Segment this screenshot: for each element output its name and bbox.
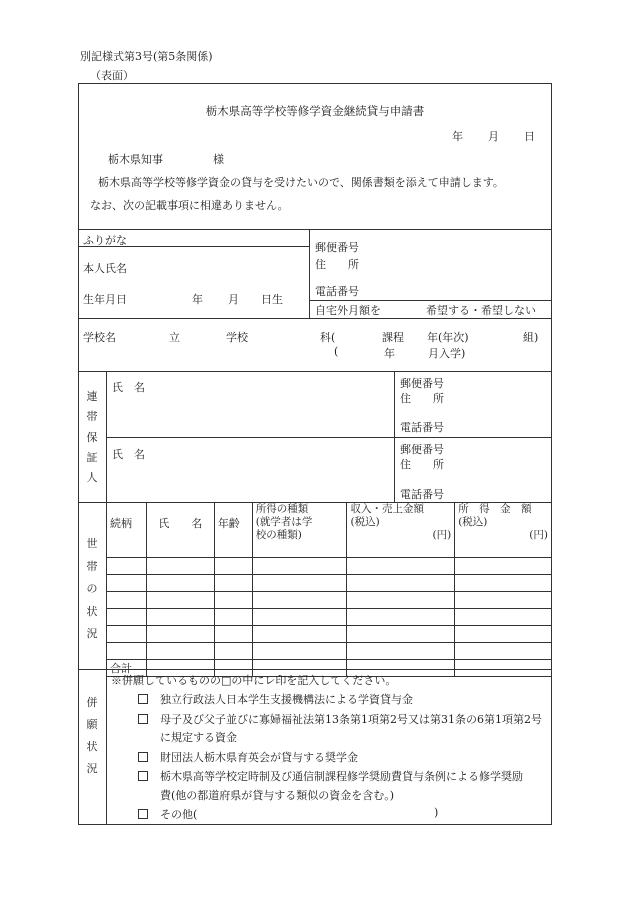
date-year-field[interactable]: 年 <box>452 130 463 143</box>
guarantor-label-char: 証 <box>86 450 98 464</box>
table-row[interactable] <box>107 558 552 575</box>
entry-year: 年 <box>384 347 395 360</box>
other-close: ) <box>434 806 439 819</box>
school-name-label: 学校名 <box>83 331 116 344</box>
header-revenue <box>347 503 455 558</box>
side-label: （表面） <box>90 69 134 82</box>
header-income-type-line: 校の種類) <box>255 529 302 541</box>
guarantor2-name-label: 氏 名 <box>112 448 145 461</box>
class-label: 組) <box>523 331 539 344</box>
household-label <box>80 535 104 641</box>
household-label-char: 帯 <box>86 559 98 573</box>
grade-label: 年(年次) <box>427 331 469 344</box>
form-number: 別記様式第3号(第5条関係) <box>80 50 213 63</box>
concurrent-item-label: その他( <box>160 808 198 821</box>
guarantor2-phone-label: 電話番号 <box>400 488 444 501</box>
checkbox[interactable] <box>138 771 148 781</box>
guarantor2-postal-label: 郵便番号 <box>400 443 444 456</box>
household-header-row <box>107 503 552 558</box>
header-income-line: 所 得 金 額 <box>458 503 532 515</box>
guarantor-label <box>80 388 104 485</box>
concurrent-item-label: 独立行政法人日本学生支援機構法による学資貸与金 <box>160 693 413 706</box>
statement-line1: 栃木県高等学校等修学資金の貸与を受けたいので、関係書類を添えて申請します。 <box>98 176 504 189</box>
guarantor-label-char: 保 <box>86 430 98 444</box>
concurrent-item-label: 母子及び父子並びに寡婦福祉法第13条第1項第2号又は第31条の6第1項第2号 <box>160 713 542 726</box>
commute-choice[interactable]: 希望する・希望しない <box>426 304 536 317</box>
household-label-char: 況 <box>86 627 98 640</box>
birth-year: 年 <box>192 293 203 306</box>
header-income-line: (税込) <box>458 516 488 528</box>
concurrent-item-cont: に規定する資金 <box>160 731 237 744</box>
furigana-label: ふりがな <box>83 234 127 247</box>
concurrent-item[interactable] <box>138 806 197 822</box>
guarantor1-postal-label: 郵便番号 <box>400 377 444 390</box>
guarantor1-phone-label: 電話番号 <box>400 421 444 434</box>
guarantor2-address-label: 住 所 <box>400 458 444 471</box>
header-revenue-line: (税込) <box>350 516 380 528</box>
table-row[interactable] <box>107 609 552 626</box>
applicant-phone-label: 電話番号 <box>315 285 359 298</box>
date-day-field[interactable]: 日 <box>524 130 535 143</box>
date-month-field[interactable]: 月 <box>488 130 499 143</box>
concurrent-label <box>80 694 104 776</box>
header-income-type-line: 所得の種類 <box>255 503 309 515</box>
birthdate-label: 生年月日 <box>83 293 127 306</box>
school-label: 学校 <box>226 331 248 344</box>
header-income-unit: (円) <box>529 529 548 541</box>
guarantor-label-char: 人 <box>86 471 98 484</box>
household-label-char: 状 <box>86 604 98 618</box>
birth-month: 月 <box>228 293 239 306</box>
concurrent-label-char: 併 <box>86 696 98 709</box>
checkbox[interactable] <box>138 714 148 724</box>
concurrent-label-char: 況 <box>86 762 98 775</box>
concurrent-instruction: ※併願しているものの□の中にレ印を記入してください。 <box>111 674 397 687</box>
header-income <box>455 503 552 558</box>
checkbox[interactable] <box>138 694 148 704</box>
checkbox[interactable] <box>138 809 148 819</box>
table-row[interactable] <box>107 643 552 660</box>
school-established: 立 <box>169 331 180 344</box>
concurrent-label-char: 願 <box>86 718 98 731</box>
table-row[interactable] <box>107 575 552 592</box>
guarantor1-name-label: 氏 名 <box>112 381 145 394</box>
table-row[interactable] <box>107 626 552 643</box>
entry-month: 月入学) <box>428 347 466 360</box>
guarantor1-address-label: 住 所 <box>400 392 444 405</box>
concurrent-item-label: 財団法人栃木県育英会が貸与する奨学金 <box>160 751 358 764</box>
applicant-address-label: 住 所 <box>315 258 359 271</box>
header-relation: 続柄 <box>107 503 147 558</box>
checkbox[interactable] <box>138 752 148 762</box>
header-age: 年齢 <box>214 503 252 558</box>
header-name: 氏 名 <box>146 503 214 558</box>
household-table <box>106 502 552 677</box>
header-income-type-line: (就学者は学 <box>255 516 313 528</box>
form-title: 栃木県高等学校等修学資金継続貸与申請書 <box>205 104 425 118</box>
applicant-name-label: 本人氏名 <box>83 262 127 275</box>
course-label: 課程 <box>382 331 404 344</box>
concurrent-item[interactable] <box>138 749 358 765</box>
concurrent-item[interactable] <box>138 711 542 727</box>
applicant-postal-label: 郵便番号 <box>315 241 359 254</box>
concurrent-item[interactable] <box>138 691 413 707</box>
household-label-char: の <box>86 582 98 595</box>
guarantor-label-char: 連 <box>86 390 98 403</box>
concurrent-item[interactable] <box>138 768 523 784</box>
concurrent-item-cont: 費(他の都道府県が貸与する類似の資金を含む。) <box>160 789 395 802</box>
addressee: 栃木県知事 <box>108 153 163 166</box>
header-revenue-line: 収入・売上金額 <box>350 503 424 515</box>
household-label-char: 世 <box>86 537 98 550</box>
header-revenue-unit: (円) <box>432 529 452 541</box>
commute-monthly-label: 自宅外月額を <box>315 304 381 317</box>
concurrent-label-char: 状 <box>86 740 98 753</box>
honorific: 様 <box>213 153 224 166</box>
statement-line2: なお、次の記載事項に相違ありません。 <box>90 199 289 212</box>
entry-open: ( <box>334 345 339 358</box>
department-label: 科( <box>320 331 336 344</box>
birth-day: 日生 <box>261 293 283 306</box>
table-row[interactable] <box>107 592 552 609</box>
concurrent-item-label: 栃木県高等学校定時制及び通信制課程修学奨励費貸与条例による修学奨励 <box>160 770 523 783</box>
total-label: 合計 <box>107 660 147 677</box>
header-income-type <box>252 503 347 558</box>
guarantor-label-char: 帯 <box>86 410 98 424</box>
